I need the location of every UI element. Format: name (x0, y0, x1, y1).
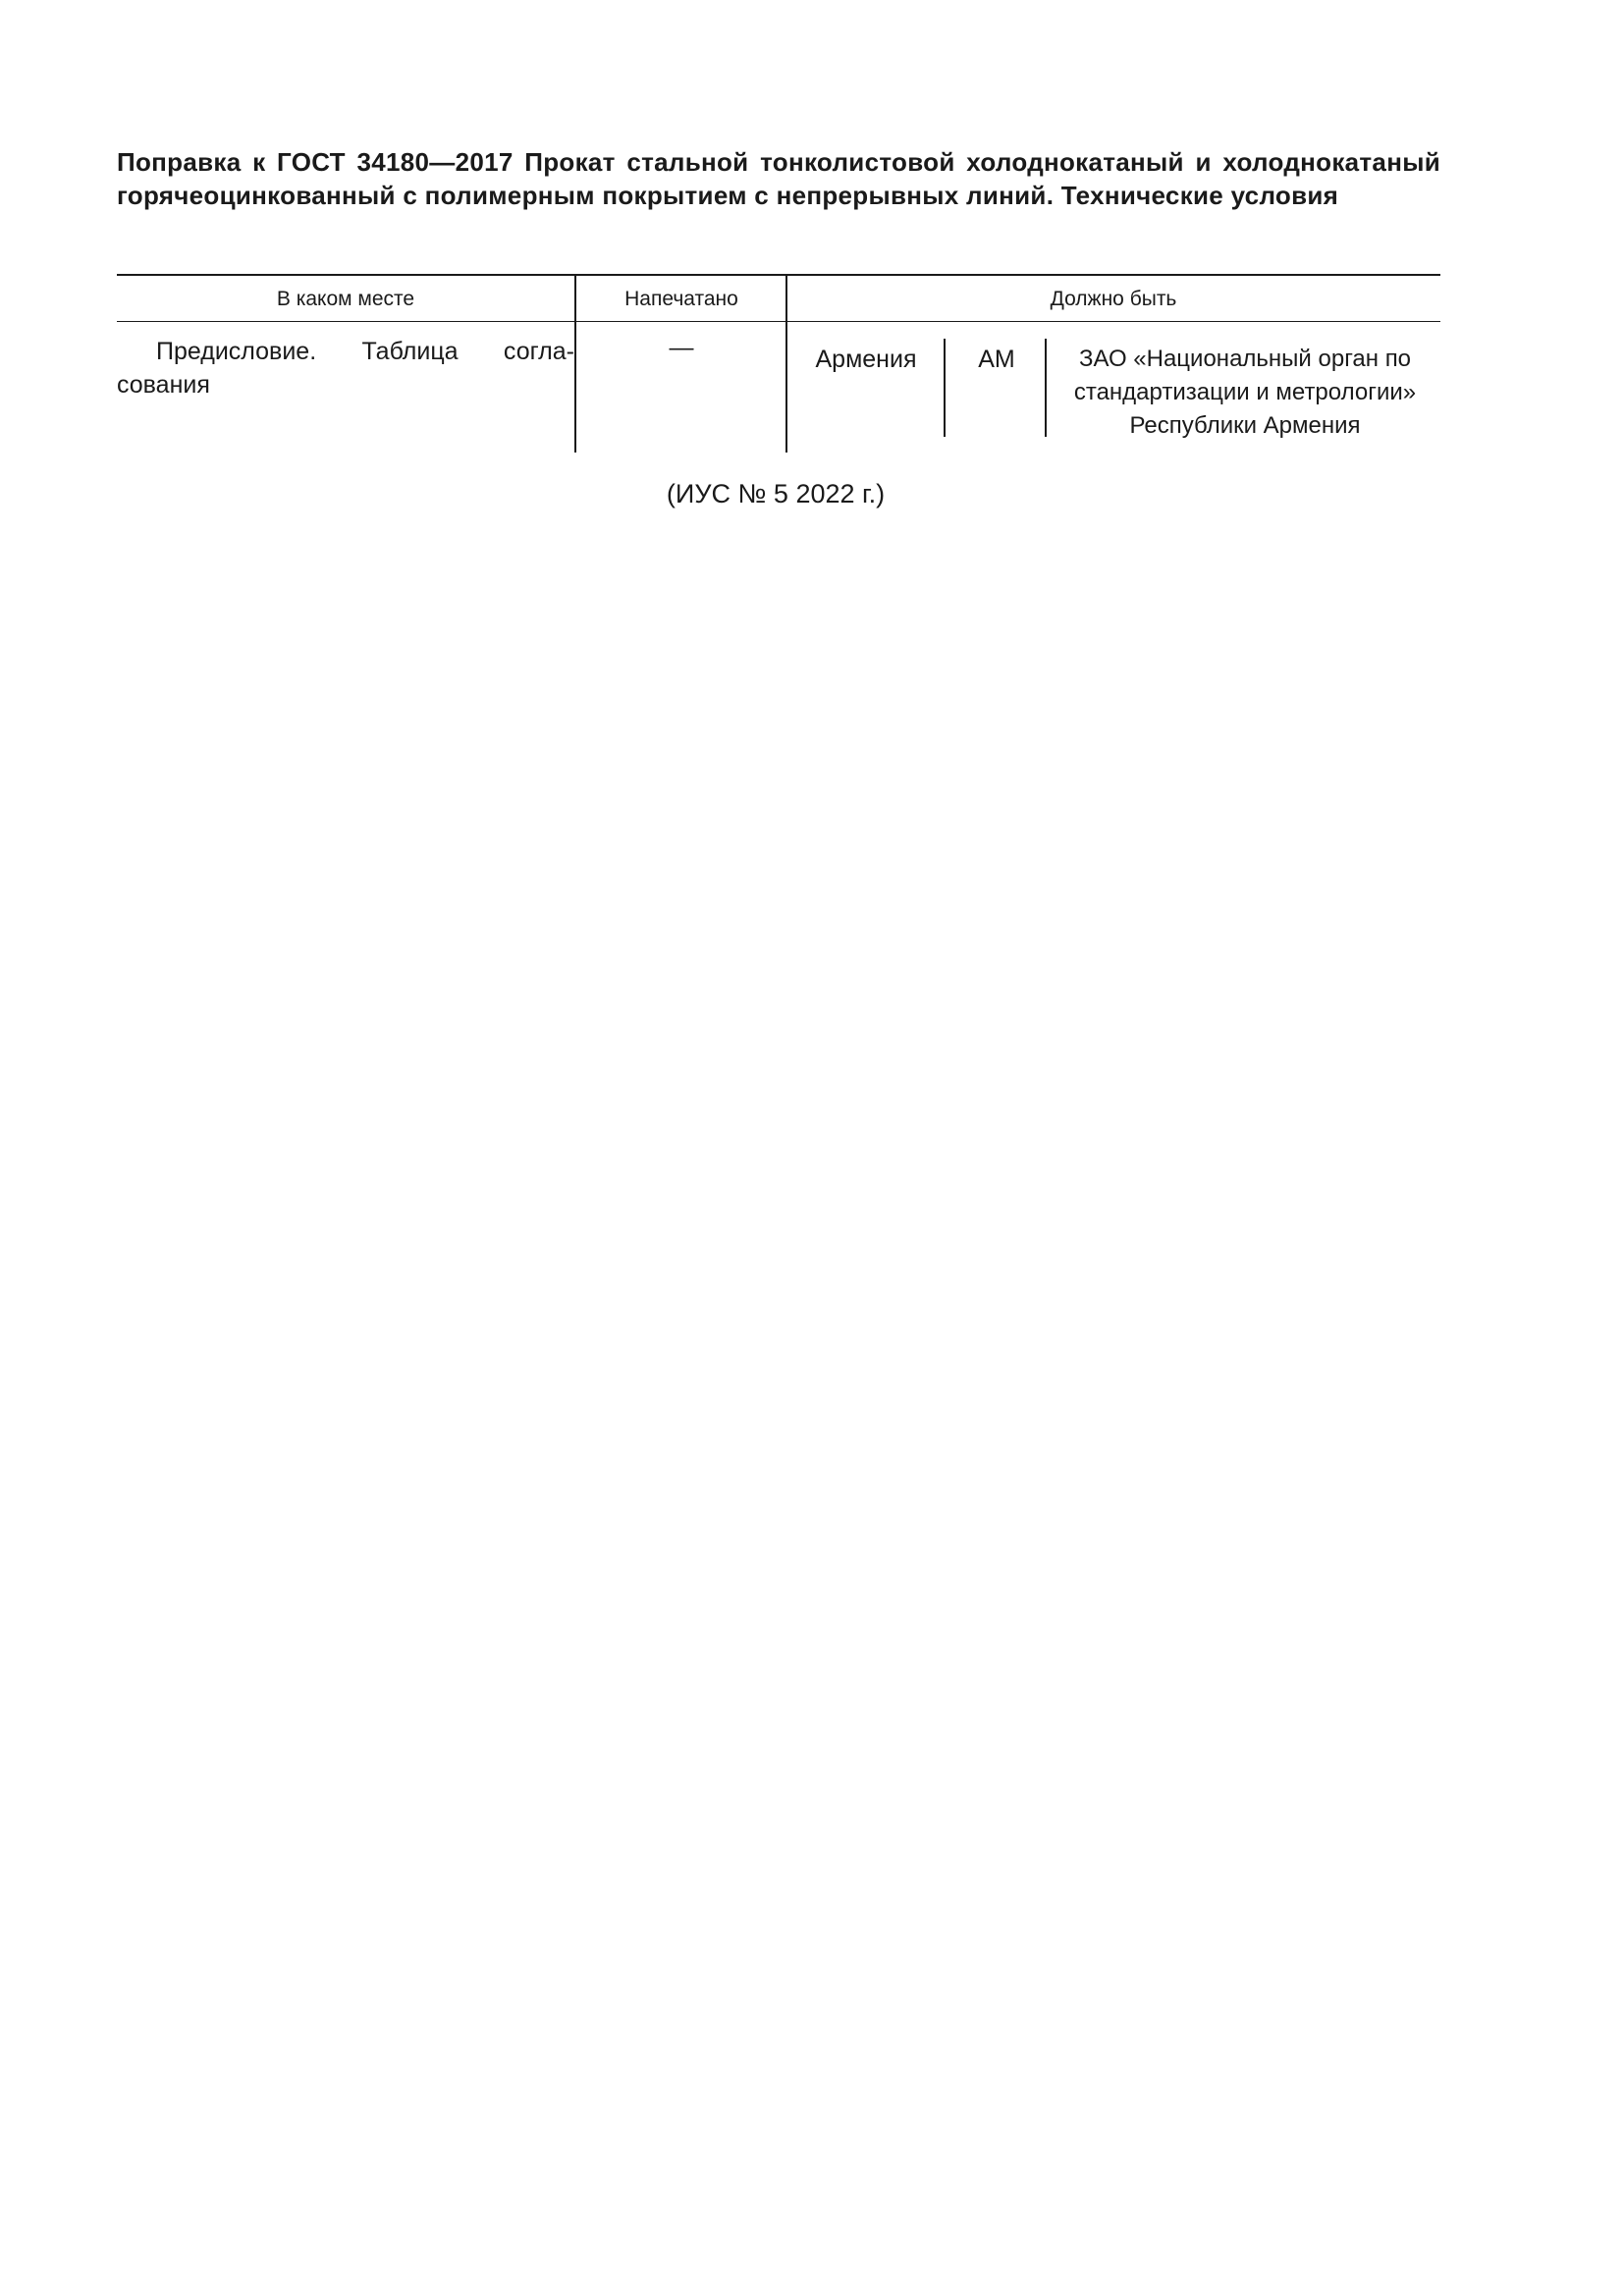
subcolumn-divider (944, 339, 946, 437)
table-row-printed: — (669, 334, 694, 361)
document-title: Поправка к ГОСТ 34180—2017 Прокат стальной тонколистовой холоднокатаный и холоднокатаный горячеоцинкованный с полимерным покрытием с непрерывных линий. Технические условия (117, 147, 1440, 210)
table-row-country-code: AM (978, 346, 1015, 373)
table-row-organization: ЗАО «Национальный орган по стандартизации и метрологии» Республики Армения (1073, 346, 1417, 439)
table-row-country: Армения (815, 346, 917, 373)
column-divider (574, 276, 576, 453)
table-row-place (117, 335, 574, 401)
footer-reference: (ИУС № 5 2022 г.) (666, 479, 886, 508)
header-place: В каком месте (117, 276, 574, 322)
place-text: Предисловие. Таблица согласования (117, 338, 574, 399)
header-printed: Напечатано (576, 276, 786, 322)
corrections-table (117, 274, 1440, 453)
header-should-be: Должно быть (786, 276, 1440, 322)
column-divider (785, 276, 787, 453)
